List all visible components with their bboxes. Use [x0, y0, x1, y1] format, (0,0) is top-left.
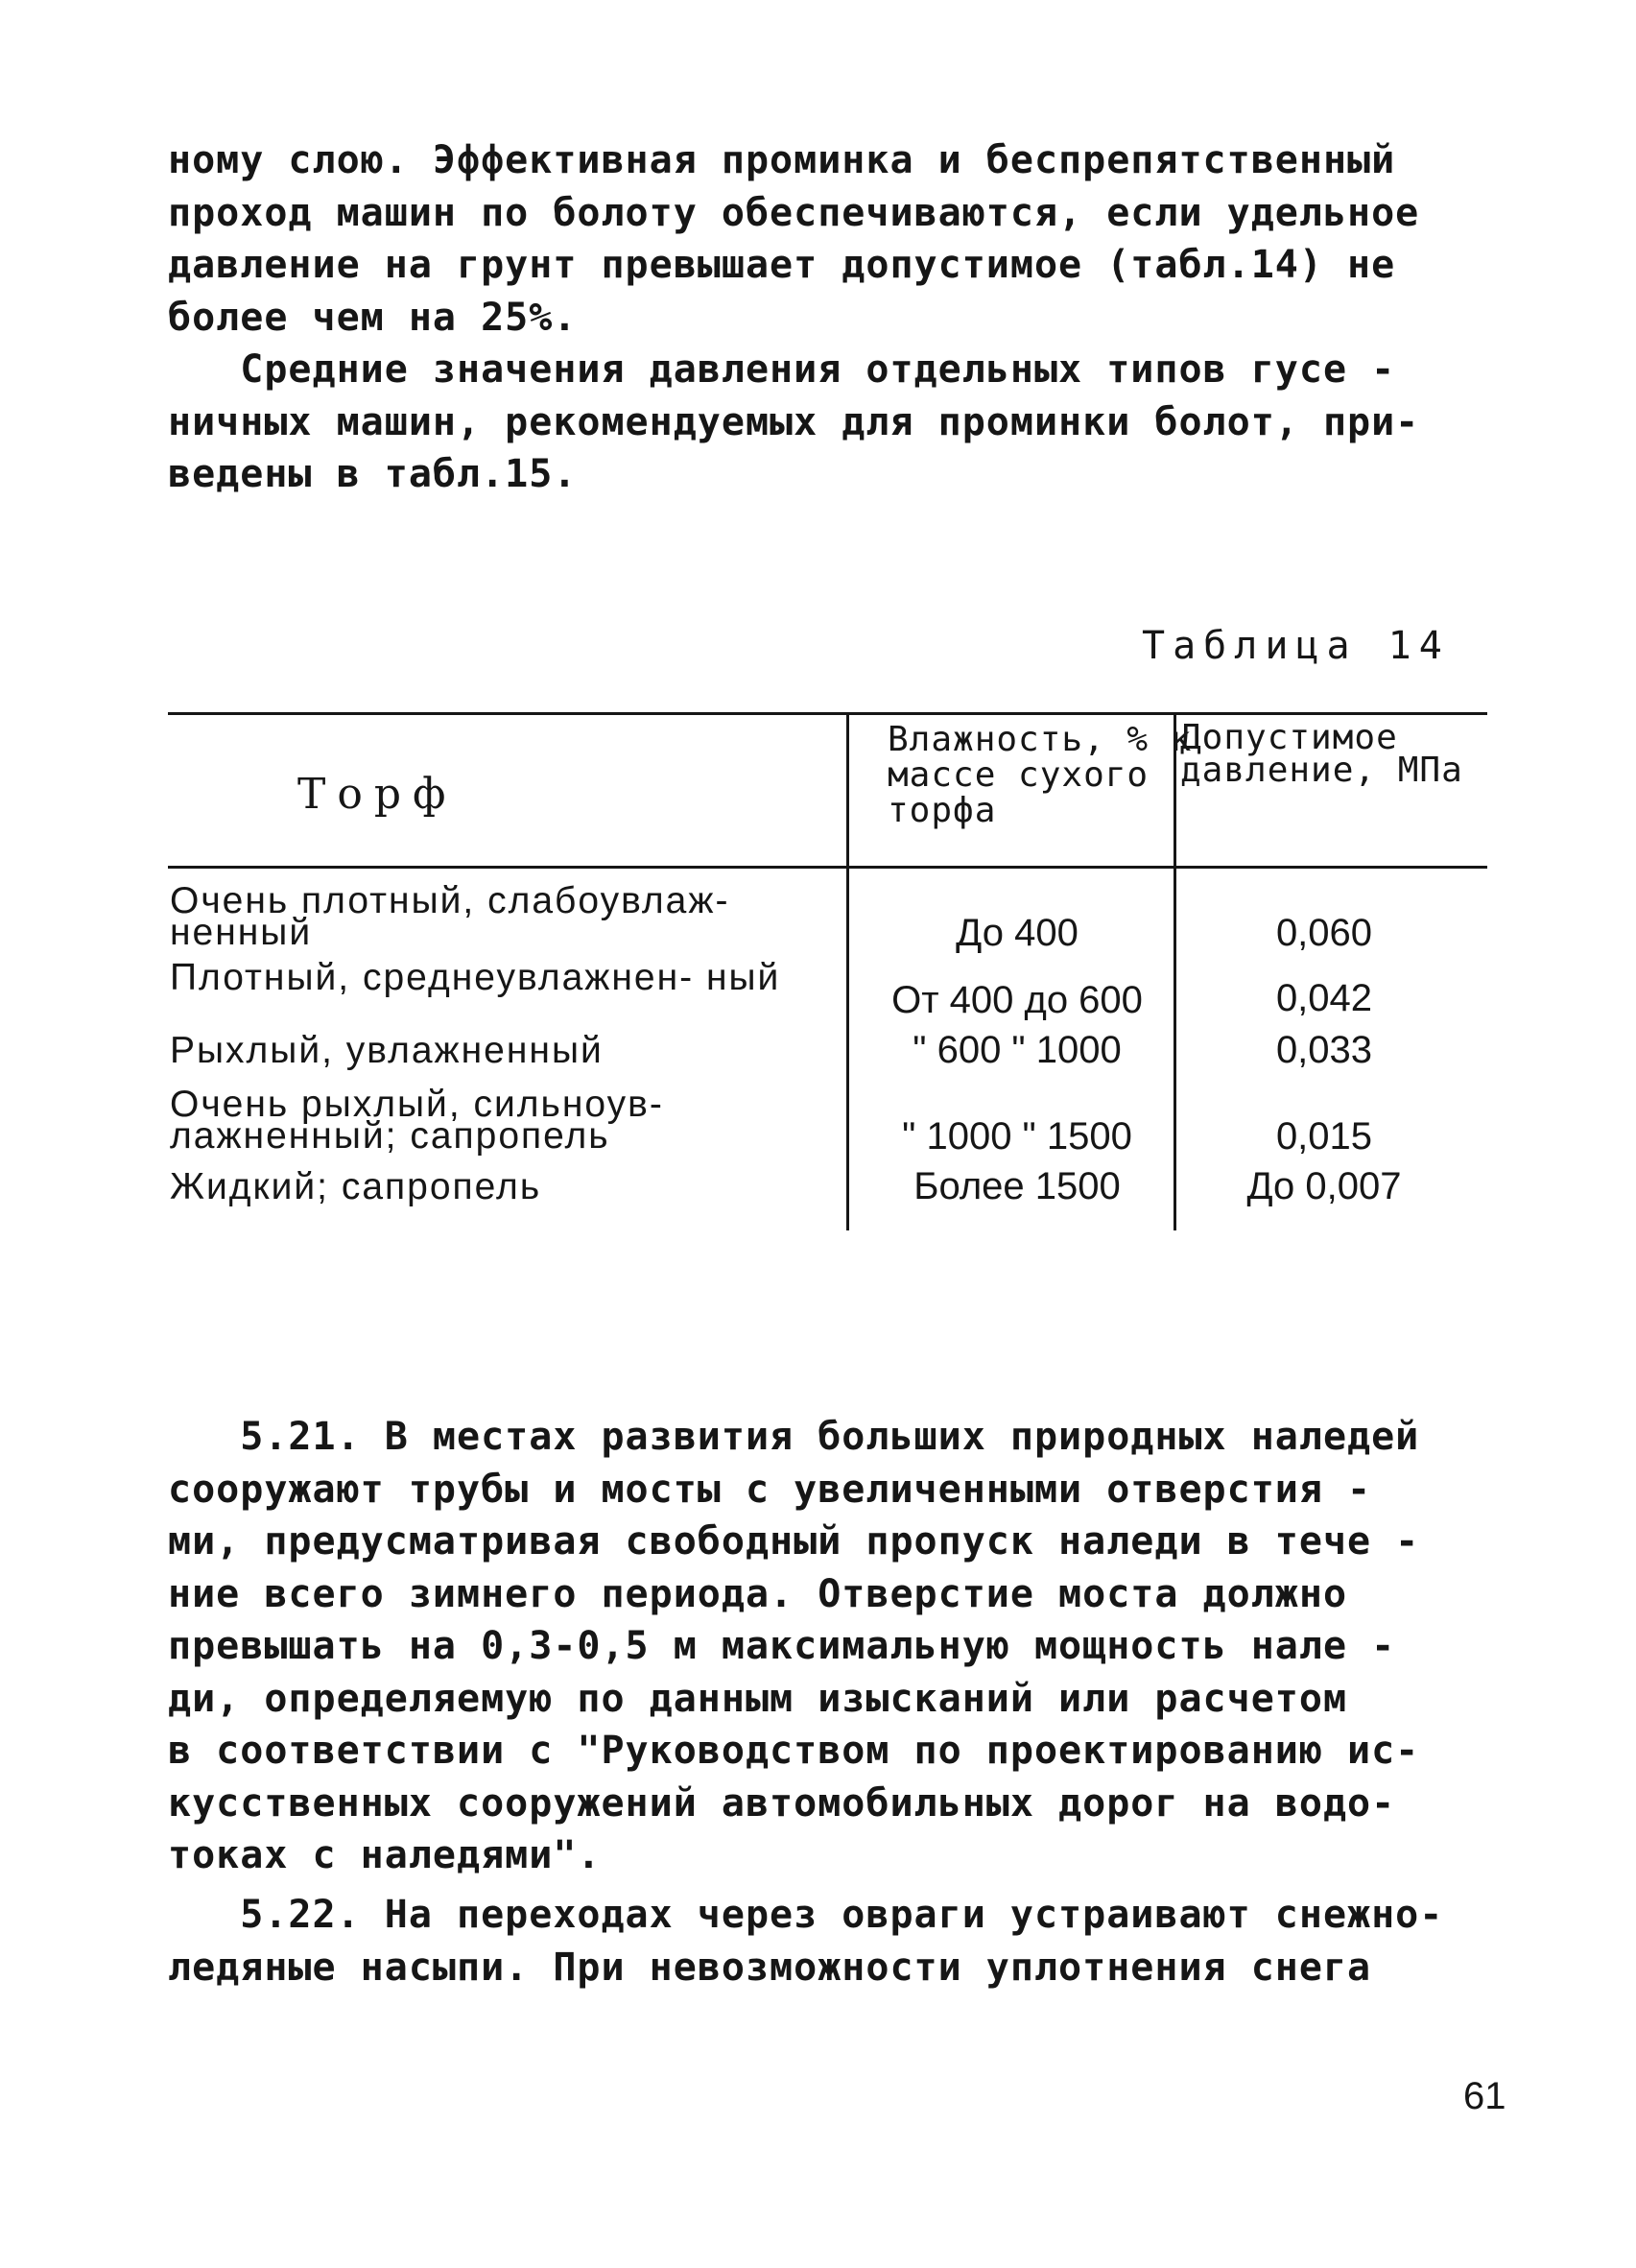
text-line: кусственных сооружений автомобильных дорог на водо- — [168, 1780, 1396, 1826]
table-header-pressure: Допустимое давление, МПа — [1180, 718, 1463, 790]
table-row-pressure: 0,042 — [1275, 977, 1373, 1019]
table-row-pressure: 0,015 — [1275, 1115, 1373, 1158]
text-line: сооружают трубы и мосты с увеличенными отверстия - — [168, 1467, 1372, 1512]
table-header-peat: Торф — [297, 770, 458, 819]
text-line: ничных машин, рекомендуемых для проминки болот, при- — [168, 399, 1420, 444]
table-row-peat: Очень рыхлый, сильноув- лажненный; сапропель — [170, 1084, 664, 1157]
table-header-rule — [168, 866, 1487, 869]
text-line: Средние значения давления отдельных типов гусе - — [168, 347, 1396, 392]
text-line: ведены в табл.15. — [168, 452, 578, 496]
text-line: ледяные насыпи. При невозможности уплотнения снега — [168, 1945, 1372, 1990]
text-line: ному слою. Эффективная проминка и беспрепятственный — [168, 138, 1396, 182]
text-line: более чем на 25%. — [168, 295, 578, 340]
text-line: давление на грунт превышает допустимое (табл.14) не — [168, 243, 1396, 287]
page-number: 61 — [1463, 2075, 1506, 2117]
text-line: проход машин по болоту обеспечиваются, если удельное — [168, 190, 1420, 235]
table-row-moisture: " 1000 " 1500 — [902, 1115, 1132, 1158]
table-row-moisture: От 400 до 600 — [891, 979, 1143, 1021]
text-line: 5.21. В местах развития больших природных наледей — [168, 1415, 1420, 1459]
text-line: в соответствии с "Руководством по проектированию ис- — [168, 1729, 1420, 1773]
table-row-moisture: До 400 — [956, 912, 1079, 954]
section-5-21 — [168, 1411, 1502, 1882]
table-row-pressure: 0,060 — [1275, 912, 1373, 954]
text-line: ние всего зимнего периода. Отверстие моста должно — [168, 1571, 1348, 1616]
table-row-moisture: " 600 " 1000 — [913, 1029, 1122, 1071]
section-5-22 — [168, 1889, 1502, 1993]
text-line: ми, предусматривая свободный пропуск наледи в тече - — [168, 1519, 1420, 1564]
text-line: ди, определяемую по данным изысканий или расчетом — [168, 1676, 1348, 1721]
body-paragraph-pressure — [168, 344, 1502, 501]
body-paragraph-continuation — [168, 134, 1502, 344]
table-14 — [168, 712, 1487, 1235]
table-top-rule — [168, 712, 1487, 715]
table-row-peat: Рыхлый, увлажненный — [170, 1030, 604, 1071]
table-row-peat: Очень плотный, слабоувлаж- ненный — [170, 880, 730, 953]
table-row-moisture: Более 1500 — [913, 1165, 1121, 1207]
table-row-pressure: До 0,007 — [1246, 1165, 1402, 1207]
text-line: превышать на 0,3-0,5 м максимальную мощность нале - — [168, 1624, 1396, 1668]
table-row-peat: Жидкий; сапропель — [170, 1166, 542, 1207]
table-header-moisture: Влажность, % к массе сухого торфа — [888, 720, 1193, 830]
text-line: 5.22. На переходах через овраги устраивают снежно- — [168, 1893, 1444, 1937]
table-row-peat: Плотный, среднеувлажнен- ный — [170, 957, 781, 998]
table-row-pressure: 0,033 — [1275, 1029, 1373, 1071]
table-caption: Таблица 14 — [1142, 624, 1450, 668]
text-line: токах с наледями". — [168, 1833, 602, 1877]
